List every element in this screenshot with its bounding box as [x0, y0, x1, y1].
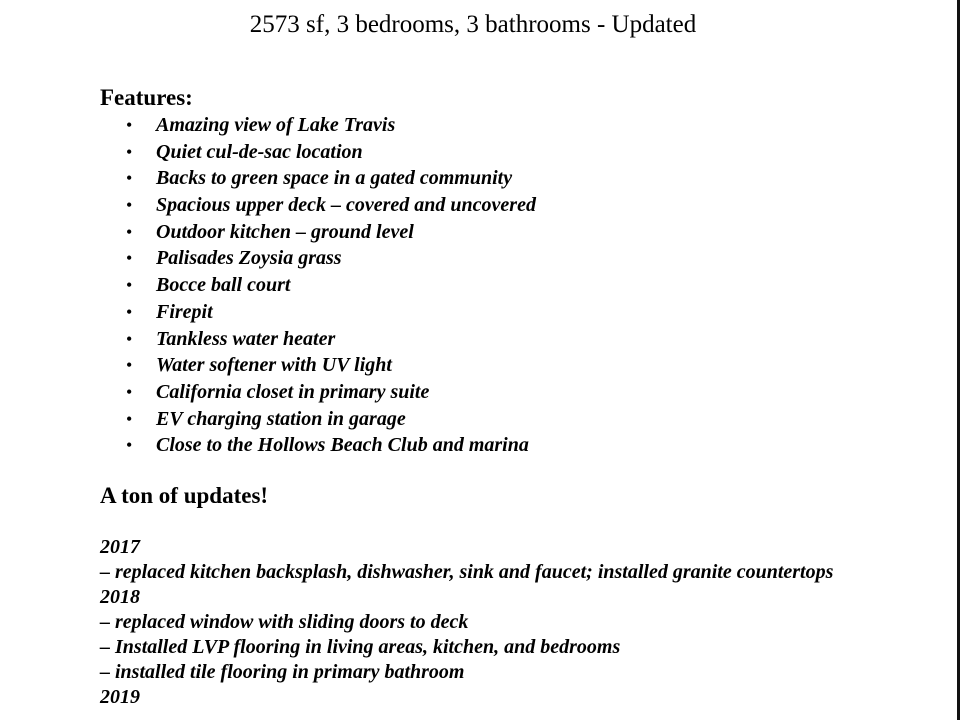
- bullet-icon: •: [126, 221, 133, 242]
- bullet-icon: •: [126, 115, 133, 135]
- update-item: – replaced kitchen backsplash, dishwasher, sink and faucet; installed granite countertops: [100, 561, 834, 583]
- bullet-icon: •: [126, 168, 133, 189]
- feature-text: Spacious upper deck – covered and uncovered: [156, 194, 536, 217]
- feature-text: California closet in primary suite: [156, 380, 430, 403]
- bullet-icon: •: [126, 195, 133, 216]
- updates-heading: A ton of updates!: [100, 483, 269, 508]
- bullet-icon: •: [126, 355, 133, 376]
- feature-text: Outdoor kitchen – ground level: [156, 220, 414, 243]
- page-subtitle: 2573 sf, 3 bedrooms, 3 bathrooms - Updated: [249, 11, 697, 38]
- updates-list: [100, 535, 930, 710]
- bullet-icon: •: [126, 328, 133, 349]
- update-item: – installed tile flooring in primary bathroom: [100, 661, 465, 683]
- bullet-icon: •: [126, 408, 133, 429]
- feature-text: Firepit: [156, 300, 213, 323]
- feature-text: Backs to green space in a gated community: [156, 167, 513, 190]
- bullet-icon: •: [126, 141, 133, 162]
- bullet-icon: •: [126, 381, 133, 402]
- feature-text: Close to the Hollows Beach Club and marina: [156, 434, 529, 457]
- update-item: – Installed LVP flooring in living areas, kitchen, and bedrooms: [100, 636, 621, 658]
- feature-text: Palisades Zoysia grass: [156, 247, 342, 270]
- update-year: 2018: [100, 586, 140, 608]
- feature-text: Tankless water heater: [156, 327, 336, 350]
- feature-text: Amazing view of Lake Travis: [156, 114, 396, 136]
- bullet-icon: •: [126, 248, 133, 269]
- feature-text: Bocce ball court: [156, 274, 291, 297]
- feature-text: Water softener with UV light: [156, 354, 392, 377]
- bullet-icon: •: [126, 435, 133, 456]
- update-item: – replaced window with sliding doors to deck: [100, 611, 469, 633]
- feature-text: Quiet cul-de-sac location: [156, 140, 363, 163]
- bullet-icon: •: [126, 275, 133, 296]
- bullet-icon: •: [126, 301, 133, 322]
- update-year: 2017: [100, 536, 140, 558]
- update-year: 2019: [100, 686, 140, 708]
- feature-text: EV charging station in garage: [156, 407, 406, 430]
- features-heading: Features:: [100, 85, 193, 110]
